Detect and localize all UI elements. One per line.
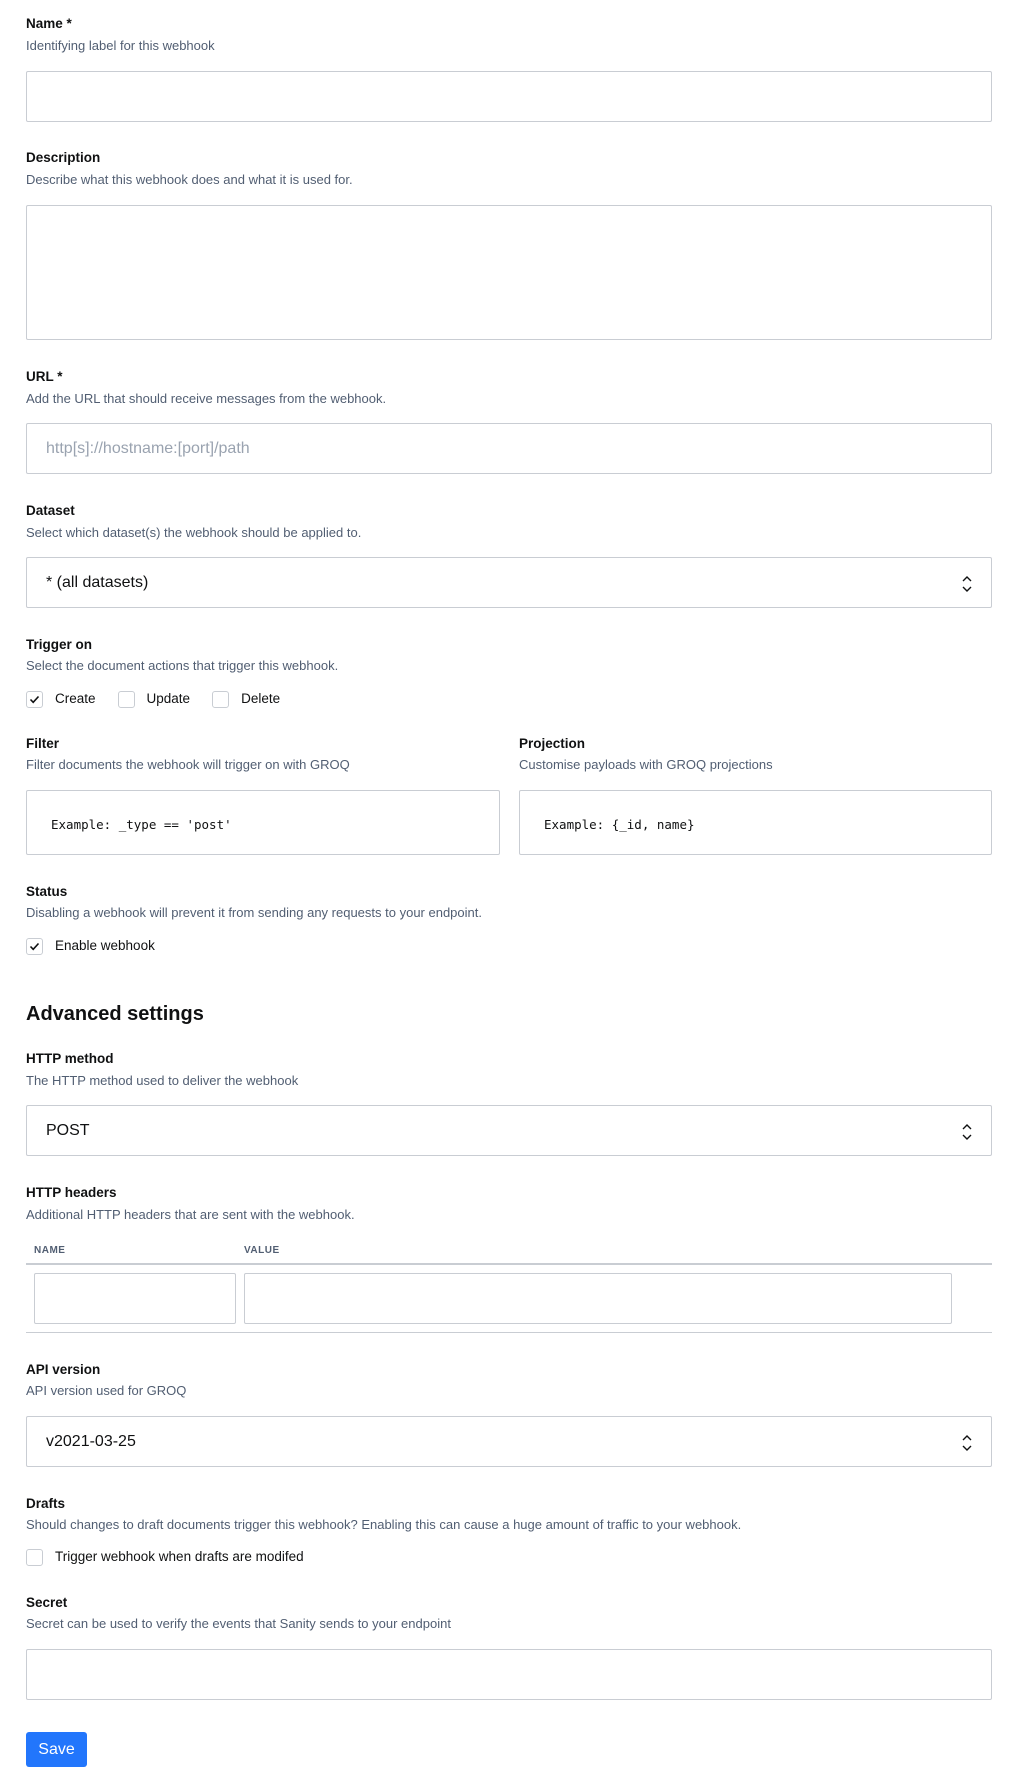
- trigger-delete-checkbox[interactable]: [212, 691, 229, 708]
- dataset-label: Dataset: [26, 503, 75, 518]
- headers-table-bottom-rule: [26, 1332, 992, 1333]
- chevron-up-down-icon: [961, 1433, 973, 1453]
- filter-input[interactable]: [26, 790, 500, 855]
- projection-placeholder: Example: {_id, name}: [544, 817, 695, 832]
- api-version-label: API version: [26, 1362, 101, 1377]
- description-description: Describe what this webhook does and what it is used for.: [26, 172, 353, 187]
- name-label: Name *: [26, 16, 72, 31]
- filter-description: Filter documents the webhook will trigger on with GROQ: [26, 757, 350, 772]
- status-label: Status: [26, 884, 68, 899]
- headers-column-value: VALUE: [244, 1245, 280, 1256]
- name-input[interactable]: [26, 71, 992, 122]
- trigger-description: Select the document actions that trigger this webhook.: [26, 658, 339, 673]
- dataset-description: Select which dataset(s) the webhook should be applied to.: [26, 525, 362, 540]
- headers-column-name: NAME: [34, 1245, 66, 1256]
- trigger-update-checkbox[interactable]: [118, 691, 135, 708]
- save-button[interactable]: Save: [26, 1732, 87, 1767]
- http-method-selected-value: POST: [46, 1122, 90, 1139]
- status-option: [26, 937, 177, 955]
- dataset-select[interactable]: [26, 557, 992, 608]
- secret-label: Secret: [26, 1595, 68, 1610]
- chevron-up-down-icon: [961, 574, 973, 594]
- drafts-checkbox[interactable]: [26, 1549, 43, 1566]
- chevron-up-down-icon: [961, 1122, 973, 1142]
- http-headers-label: HTTP headers: [26, 1185, 117, 1200]
- secret-input[interactable]: [26, 1649, 992, 1700]
- trigger-create-checkbox[interactable]: [26, 691, 43, 708]
- name-description: Identifying label for this webhook: [26, 38, 215, 53]
- http-method-label: HTTP method: [26, 1051, 114, 1066]
- checkmark-icon: [29, 941, 40, 952]
- drafts-description: Should changes to draft documents trigger this webhook? Enabling this can cause a huge amount of traffic to your webhook.: [26, 1517, 742, 1532]
- http-headers-description: Additional HTTP headers that are sent with the webhook.: [26, 1207, 355, 1222]
- header-name-input[interactable]: [34, 1273, 236, 1324]
- drafts-checkbox-label: Trigger webhook when drafts are modifed: [55, 1549, 304, 1564]
- url-description: Add the URL that should receive messages from the webhook.: [26, 391, 387, 406]
- filter-placeholder: Example: _type == 'post': [51, 817, 232, 832]
- advanced-settings-heading: Advanced settings: [26, 1003, 204, 1025]
- api-version-selected-value: v2021-03-25: [46, 1433, 136, 1450]
- drafts-option: [26, 1548, 326, 1566]
- status-description: Disabling a webhook will prevent it from sending any requests to your endpoint.: [26, 905, 482, 920]
- checkmark-icon: [29, 694, 40, 705]
- trigger-options: [26, 690, 302, 708]
- trigger-update-label: Update: [146, 691, 191, 706]
- projection-input[interactable]: [519, 790, 992, 855]
- projection-description: Customise payloads with GROQ projections: [519, 757, 773, 772]
- header-value-input[interactable]: [244, 1273, 952, 1324]
- api-version-description: API version used for GROQ: [26, 1383, 187, 1398]
- trigger-delete-label: Delete: [241, 691, 281, 706]
- enable-webhook-label: Enable webhook: [55, 938, 155, 953]
- url-input[interactable]: [26, 423, 992, 474]
- dataset-selected-value: * (all datasets): [46, 574, 149, 591]
- enable-webhook-checkbox[interactable]: [26, 938, 43, 955]
- http-method-select[interactable]: [26, 1105, 992, 1156]
- filter-label: Filter: [26, 736, 60, 751]
- http-method-description: The HTTP method used to deliver the webhook: [26, 1073, 299, 1088]
- headers-table-top-rule: [26, 1263, 992, 1265]
- trigger-label: Trigger on: [26, 637, 93, 652]
- api-version-select[interactable]: [26, 1416, 992, 1467]
- url-label: URL *: [26, 369, 63, 384]
- url-placeholder: http[s]://hostname:[port]/path: [46, 440, 250, 457]
- trigger-create-label: Create: [55, 691, 96, 706]
- description-label: Description: [26, 150, 101, 165]
- drafts-label: Drafts: [26, 1496, 66, 1511]
- projection-label: Projection: [519, 736, 586, 751]
- secret-description: Secret can be used to verify the events that Sanity sends to your endpoint: [26, 1616, 451, 1631]
- description-textarea[interactable]: [26, 205, 992, 340]
